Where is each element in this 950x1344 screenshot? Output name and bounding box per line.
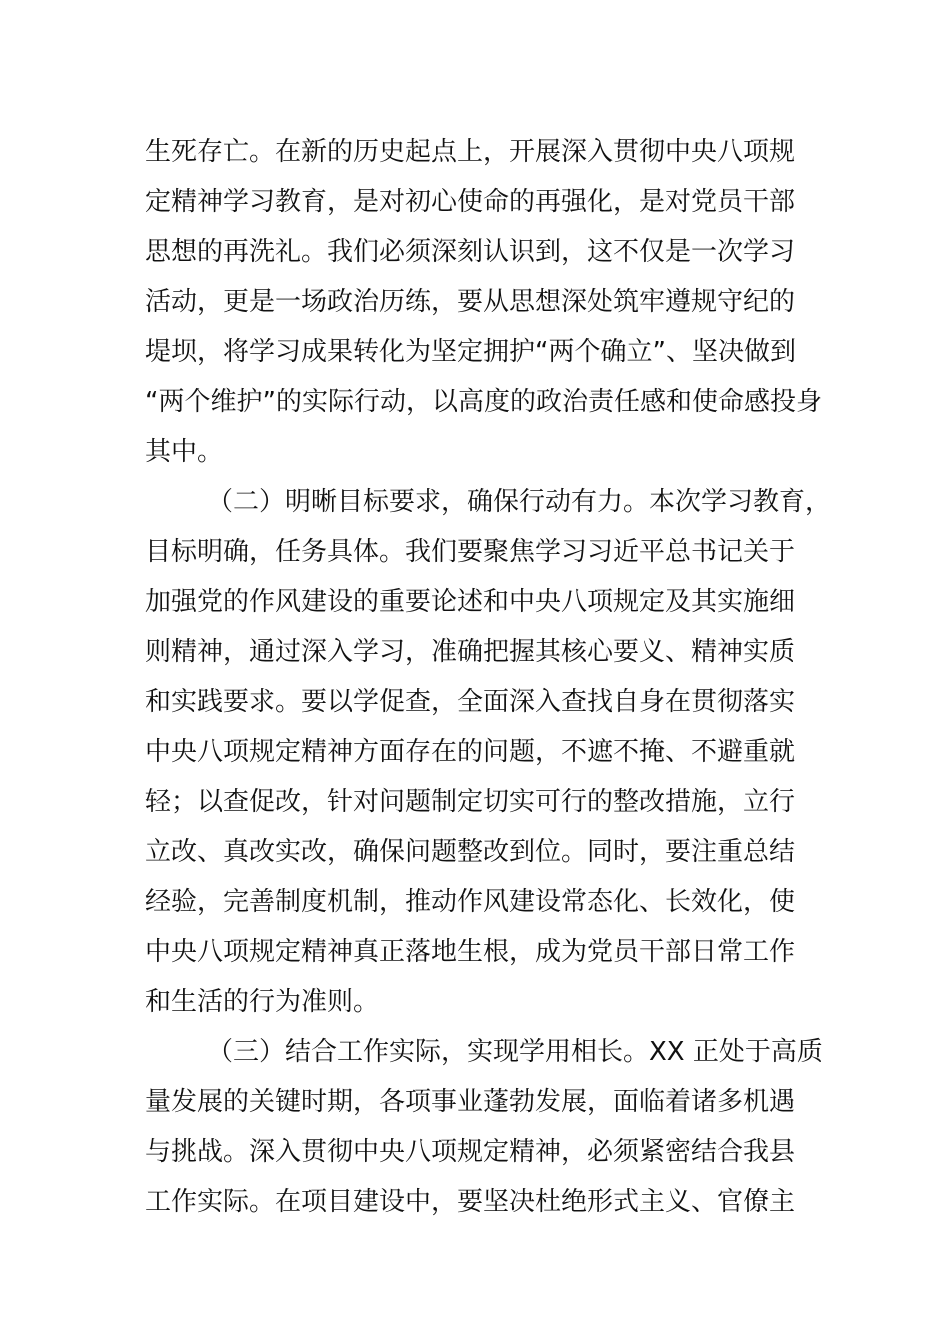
paragraph-1 [145, 127, 822, 477]
text-line: 堤坝，将学习成果转化为坚定拥护“两个确立”、坚决做到 [145, 337, 796, 367]
text-line: 和生活的行为准则。 [145, 987, 380, 1017]
text-line: 思想的再洗礼。我们必须深刻认识到，这不仅是一次学习 [145, 237, 796, 267]
text-line-first: （二）明晰目标要求，确保行动有力。本次学习教育， [207, 487, 832, 517]
paragraph-2 [145, 477, 832, 1027]
text-line: 加强党的作风建设的重要论述和中央八项规定及其实施细 [145, 587, 796, 617]
text-line: 生死存亡。在新的历史起点上，开展深入贯彻中央八项规 [145, 137, 796, 167]
text-line: 立改、真改实改，确保问题整改到位。同时，要注重总结 [145, 837, 796, 867]
text-line: 目标明确，任务具体。我们要聚焦学习习近平总书记关于 [145, 537, 796, 567]
text-line: 中央八项规定精神真正落地生根，成为党员干部日常工作 [145, 937, 796, 967]
document-body [145, 127, 832, 1227]
paragraph-3 [145, 1027, 823, 1227]
text-line: 经验，完善制度机制，推动作风建设常态化、长效化，使 [145, 887, 796, 917]
text-line: “两个维护”的实际行动，以高度的政治责任感和使命感投身 [145, 387, 822, 417]
text-line-first: （三）结合工作实际，实现学用相长。XX 正处于高质 [207, 1037, 823, 1067]
text-line: 与挑战。深入贯彻中央八项规定精神，必须紧密结合我县 [145, 1137, 796, 1167]
text-line: 工作实际。在项目建设中，要坚决杜绝形式主义、官僚主 [145, 1187, 796, 1217]
text-line: 量发展的关键时期，各项事业蓬勃发展，面临着诸多机遇 [145, 1087, 796, 1117]
text-line: 和实践要求。要以学促查，全面深入查找自身在贯彻落实 [145, 687, 796, 717]
text-line: 则精神，通过深入学习，准确把握其核心要义、精神实质 [145, 637, 796, 667]
text-line: 活动，更是一场政治历练，要从思想深处筑牢遵规守纪的 [145, 287, 796, 317]
text-line: 定精神学习教育，是对初心使命的再强化，是对党员干部 [145, 187, 796, 217]
text-line: 中央八项规定精神方面存在的问题，不遮不掩、不避重就 [145, 737, 796, 767]
text-line: 轻；以查促改，针对问题制定切实可行的整改措施，立行 [145, 787, 796, 817]
text-line: 其中。 [145, 437, 224, 467]
